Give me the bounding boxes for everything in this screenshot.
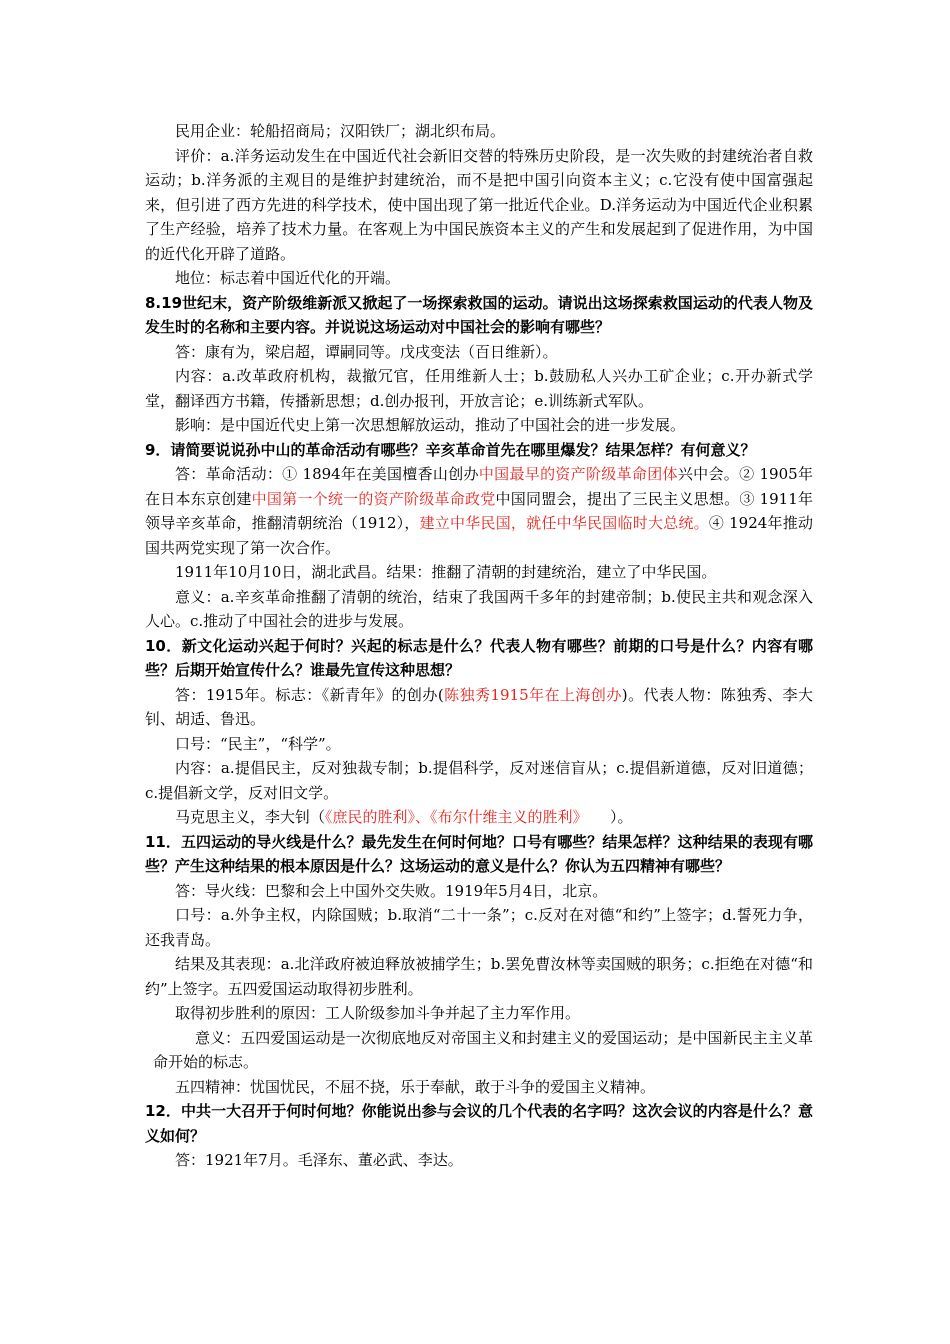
highlight-republic: 建立中华民国，就任中华民国临时大总统。 xyxy=(419,514,709,532)
spirit-11: 五四精神：忧国忧民，不屈不挠，乐于奉献，敢于斗争的爱国主义精神。 xyxy=(175,1077,656,1096)
evaluation: 评价：a.洋务运动发生在中国近代社会新旧交替的特殊历史阶段，是一次失败的封建统治者自救运动；b.洋务派的主观目的是维护封建统治，而不是把中国引向资本主义；c.它没有使中国富强起来，但引进了西方先进的科学技术，使中国出现了第一批近代企业。D.洋务运动为中国近代企业积累了生产经验，培养了技术力量。在客观上为中国民族资本主义的产生和发展起到了促进作用，为中国的近代化开辟了道路。 xyxy=(145,146,813,263)
slogan-10: 口号：“民主”，“科学”。 xyxy=(175,734,341,753)
highlight-articles: 《庶民的胜利》、《布尔什维主义的胜利》 xyxy=(325,808,581,826)
reason-11: 取得初步胜利的原因：工人阶级参加斗争并起了主力军作用。 xyxy=(175,1004,581,1022)
impact-8: 影响：是中国近代史上第一次思想解放运动，推动了中国社会的进一步发展。 xyxy=(175,416,686,434)
status: 地位：标志着中国近代化的开端。 xyxy=(175,269,401,287)
answer-12: 答：1921年7月。毛泽东、董必武、李达。 xyxy=(175,1151,463,1169)
meaning-11: 意义：五四爱国运动是一次彻底地反对帝国主义和封建主义的爱国运动；是中国新民主主义革命开始的标志。 xyxy=(153,1028,813,1071)
highlight-new-youth: 陈独秀1915年在上海创办 xyxy=(443,685,622,704)
question-12: 12．中共一大召开于何时何地？你能说出参与会议的几个代表的名字吗？这次会议的内容是什么？意义如何？ xyxy=(145,1102,813,1145)
results-11: 结果及其表现：a.北洋政府被迫释放被捕学生；b.罢免曹汝林等卖国贼的职务；c.拒绝在对德“和约”上签字。五四爱国运动取得初步胜利。 xyxy=(145,955,813,998)
question-8: 8.19世纪末，资产阶级维新派又掀起了一场探索救国的运动。请说出这场探索救国运动的代表人物及发生时的名称和主要内容。并说说这场运动对中国社会的影响有哪些？ xyxy=(145,293,813,336)
later-10: 马克思主义，李大钊（《庶民的胜利》、《布尔什维主义的胜利》 ）。 xyxy=(175,808,633,826)
content-8: 内容：a.改革政府机构，裁撤冗官，任用维新人士；b.鼓励私人兴办工矿企业；c.开办新式学堂，翻译西方书籍，传播新思想；d.创办报刊，开放言论；e.训练新式军队。 xyxy=(145,367,813,410)
document-page xyxy=(145,119,813,1173)
answer-8: 答：康有为，梁启超，谭嗣同等。戊戌变法（百日维新）。 xyxy=(175,342,558,361)
question-11: 11．五四运动的导火线是什么？最先发生在何时何地？口号有哪些？结果怎样？这种结果的表现有哪些？产生这种结果的根本原因是什么？这场运动的意义是什么？你认为五四精神有哪些？ xyxy=(145,832,813,875)
highlight-xingzhonghui: 中国最早的资产阶级革命团体 xyxy=(478,465,678,483)
highlight-tongmenghui: 中国第一个统一的资产阶级革命政党 xyxy=(251,489,496,508)
answer-9: 答：革命活动：① 1894年在美国檀香山创办中国最早的资产阶级革命团体兴中会。② 1905年在日本东京创建中国第一个统一的资产阶级革命政党中国同盟会，提出了三民主义思想。③ 1911年领导辛亥革命，推翻清朝统治（1912），建立中华民国，就任中华民国临时大总统。④ 1924年推动国共两党实现了第一次合作。 xyxy=(145,465,813,557)
fuse-11: 答：导火线：巴黎和会上中国外交失败。1919年5月4日，北京。 xyxy=(175,881,608,900)
civil-enterprises: 民用企业：轮船招商局；汉阳铁厂；湖北织布局。 xyxy=(175,122,506,140)
answer-10: 答：1915年。标志：《新青年》的创办(陈独秀1915年在上海创办)。代表人物：陈独秀、李大钊、胡适、鲁迅。 xyxy=(145,685,813,728)
meaning-9: 意义：a.辛亥革命推翻了清朝的统治，结束了我国两千多年的封建帝制；b.使民主共和观念深入人心。c.推动了中国社会的进步与发展。 xyxy=(145,587,813,630)
content-10: 内容：a.提倡民主，反对独裁专制；b.提倡科学，反对迷信盲从；c.提倡新道德，反对旧道德；c.提倡新文学，反对旧文学。 xyxy=(145,759,813,802)
question-9: 9．请简要说说孙中山的革命活动有哪些？辛亥革命首先在哪里爆发？结果怎样？有何意义？ xyxy=(145,440,756,459)
result-9: 1911年10月10日，湖北武昌。结果：推翻了清朝的封建统治，建立了中华民国。 xyxy=(175,563,717,581)
slogans-11: 口号：a.外争主权，内除国贼；b.取消“二十一条”；c.反对在对德“和约”上签字；d.誓死力争，还我青岛。 xyxy=(145,906,813,949)
question-10: 10．新文化运动兴起于何时？兴起的标志是什么？代表人物有哪些？前期的口号是什么？内容有哪些？后期开始宣传什么？谁最先宣传这种思想？ xyxy=(145,636,813,679)
